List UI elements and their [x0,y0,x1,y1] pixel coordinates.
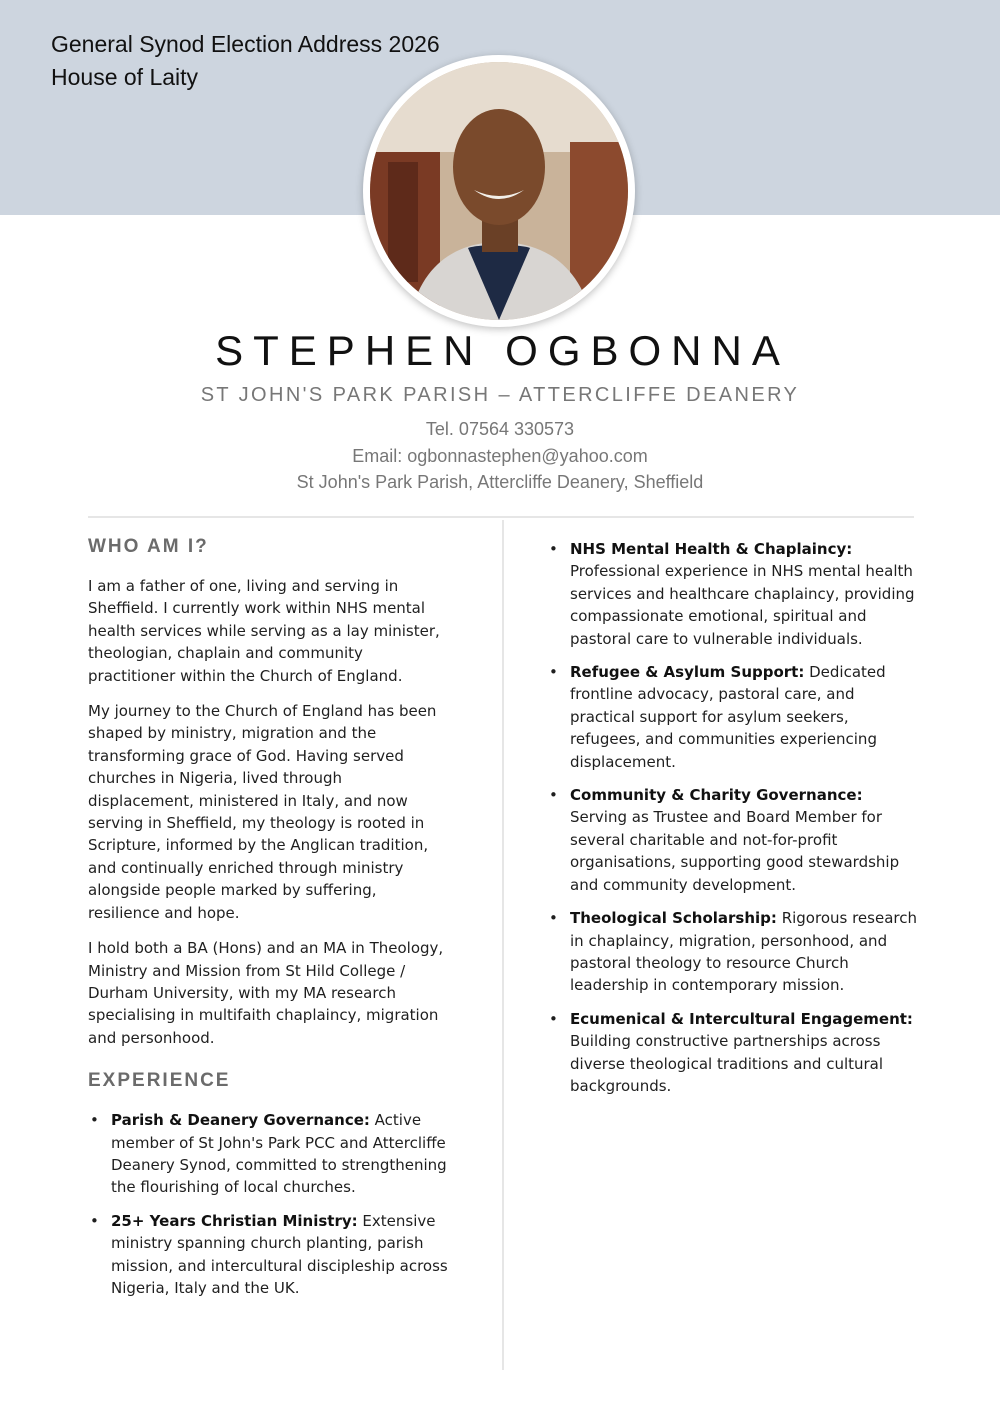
item-title: NHS Mental Health & Chaplaincy: [570,540,853,558]
item-title: 25+ Years Christian Ministry: [111,1211,358,1230]
item-text: Serving as Trustee and Board Member for several charitable and not-for-profit organisations, supporting good stewardship and community development. [570,808,900,894]
experience-list-right [547,538,917,1097]
item-title: Theological Scholarship: [570,909,777,928]
item-text: Building constructive partnerships across diverse theological traditions and cultural backgrounds. [570,1032,884,1095]
candidate-photo [363,55,635,327]
list-item [547,907,917,997]
item-title: Community & Charity Governance: [570,786,863,805]
list-item [547,784,917,896]
experience-list-left [88,1109,448,1299]
candidate-name: STEPHEN OGBONNA [215,327,790,374]
item-text: Professional experience in NHS mental health services and healthcare chaplaincy, providing compassionate emotional, spiritual and pastoral care to vulnerable individuals. [570,562,915,648]
item-title: Parish & Deanery Governance: [111,1111,370,1130]
list-item [88,1109,448,1199]
item-text: Rigorous research in chaplaincy, migration, personhood, and pastoral theology to resource Church leadership in contemporary mission. [570,909,917,995]
item-title: Ecumenical & Intercultural Engagement: [570,1009,913,1028]
postal-address: St John's Park Parish, Attercliffe Deanery, Sheffield [296,472,704,492]
bio-paragraph: My journey to the Church of England has been shaped by ministry, migration and the transforming grace of God. Having served churches in Nigeria, lived through displacement, ministered in Italy, and now serving in Sheffield, my theology is rooted in Scripture, informed by the Anglican tradition, and continually enriched through ministry alongside people marked by suffering, resilience and hope. [88,702,437,922]
column-divider [502,520,504,1370]
list-item [88,1210,448,1300]
horizontal-divider [88,516,914,518]
list-item [547,1008,917,1098]
contact-block [0,416,1000,496]
item-text: Active member of St John's Park PCC and Attercliffe Deanery Synod, committed to strengthening the flourishing of local churches. [111,1111,447,1197]
title-line-1: General Synod Election Address 2026 [51,31,440,57]
experience-heading: EXPERIENCE [88,1070,231,1092]
bio-paragraph: I hold both a BA (Hons) and an MA in Theology, Ministry and Mission from St Hild College / Durham University, with my MA research specialising in multifaith chaplaincy, migration and personhood. [88,939,444,1047]
item-title: Refugee & Asylum Support: [570,663,805,682]
who-am-i-heading: WHO AM I? [88,536,209,557]
item-text: Extensive ministry spanning church planting, parish mission, and intercultural discipleship across Nigeria, Italy and the UK. [111,1211,448,1297]
right-column [547,538,917,1108]
portrait-image [370,62,628,320]
left-column [88,535,448,1310]
list-item [547,661,917,773]
title-line-2: House of Laity [51,64,199,90]
bio-paragraph: I am a father of one, living and serving in Sheffield. I currently work within NHS mental health services while serving as a lay minister, theologian, chaplain and community practitioner within the Church of England. [88,577,440,685]
parish-subtitle: ST JOHN'S PARK PARISH – ATTERCLIFFE DEANERY [200,384,800,406]
item-text: Dedicated frontline advocacy, pastoral care, and practical support for asylum seekers, refugees, and communities experiencing displacement. [570,663,886,771]
list-item [547,538,917,650]
phone-number: Tel. 07564 330573 [425,419,575,439]
email-address: Email: ogbonnastephen@yahoo.com [352,445,648,466]
